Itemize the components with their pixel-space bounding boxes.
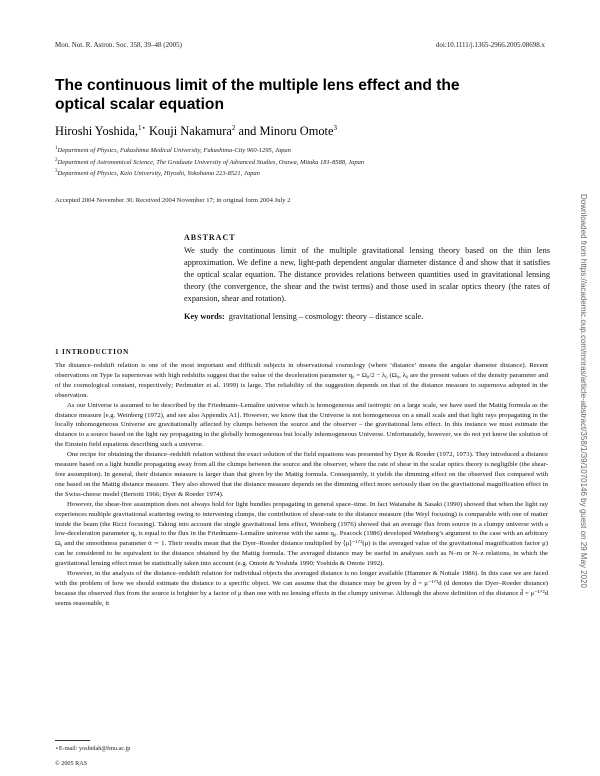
author-list [55, 124, 337, 139]
affiliation-text: Department of Astronomical Science, The Graduate University of Advanced Studies, Osawa, Mitaka 181-8588, Japan [57, 158, 365, 166]
affiliation-mark: 3 [55, 169, 58, 175]
abstract [184, 233, 550, 305]
publication-dates: Accepted 2004 November 30. Received 2004 November 17; in original form 2004 July 2 [55, 197, 291, 204]
affiliation-text: Department of Physics, Keio University, Hiyoshi, Yokohama 223-8521, Japan [57, 170, 260, 178]
download-watermark: Downloaded from https://academic.oup.com/mnras/article-abstract/358/1/39/1070146 by guest on 29 May 2020 [579, 194, 588, 589]
journal-citation: Mon. Not. R. Astron. Soc. 358, 39–48 (2005) [55, 41, 182, 49]
affiliation-mark: 2 [55, 157, 58, 163]
copyright: © 2005 RAS [55, 760, 88, 767]
author-name: Hiroshi Yoshida, [55, 124, 138, 139]
paragraph: One recipe for obtaining the distance–redshift relation without the exact solution of the field equations was presented by Dyer & Roeder (1972, 1973). They introduced a distance measure based on a light bundle propagating away from all the clumps between the source and the observer, where the rate of shear in the scalar optics theory is negligible (the shear-free assumption). In general, their distance measure is larger than that given by the Mattig formula. Consequently, it yields the dimming effect on the observed flux compared with one based on the Mattig distance measure. They also showed that the distance measure depends on the dimming effect more seriously than on the gravitational magnification effect in the Swiss-cheese model (Bertotti 1966; Dyer & Roeder 1974). [55, 451, 548, 498]
affiliations [55, 144, 555, 179]
paper-title: The continuous limit of the multiple lens effect and the optical scalar equation [55, 77, 460, 113]
paragraph: However, the shear-free assumption does not always hold for light bundles propagating in general space–time. In fact Watanabe & Sasaki (1990) showed that when the light ray experiences multiple gravitational scattering owing to intervening clumps, the contribution of shear-rate to the distance measure (the Weyl focusing) is comparable with one of matter inside the beam (the Ricci focusing). Taking into account the single gravitational lens effect, Weinberg (1976) showed that an average flux from source in a clumpy universe with a low-deceleration parameter q₀ is equal to the flux in the Friedmann–Lemaître universe with the same q₀. Peacock (1986) developed Weinberg’s argument to the case with an arbitrary Ω₀ and the smoothness parameter ᾱ ∼ 1. Their results mean that the Dyer–Roeder distance multiplied by ⟨μ⟩⁻¹ᐟ²(μ) is the averaged value of the gravitational magnification factor μ) can be considered to be equivalent to the distance obtained by the Mattig formula. The averaged distance may be useful in analyses such as N–m or N–z relations, in which the gravitational lensing effect must be statistically taken into account (e.g. Omote & Yoshida 1990; Yoshida & Omote 1992). [55, 500, 548, 568]
affiliation [55, 156, 555, 168]
section-body [55, 361, 548, 609]
affiliation-text: Department of Physics, Fukushima Medical University, Fukushima-City 960-1295, Japan [57, 147, 291, 155]
footnote-divider [55, 740, 90, 741]
affiliation [55, 167, 555, 179]
author-affiliation-mark: 3 [333, 124, 337, 132]
affiliation [55, 144, 555, 156]
author-name: Kouji Nakamura [145, 124, 232, 139]
keywords [184, 312, 550, 321]
abstract-text: We study the continuous limit of the multiple gravitational lensing theory based on the thin lens approximation. We define a new, light-path dependent angular diameter distance d̃ and show that it satisfies the optical scalar equation. The distance provides relations between quantities used in gravitational lensing theory (the convergence, the shear and the twist terms) and those used in scalar optics theory (the rates of expansion, shear and rotation). [184, 246, 550, 303]
paragraph: The distance–redshift relation is one of the most important and difficult subjects in observational cosmology (where ‘distance’ means the angular diameter distance). Recent observations on Type Ia supernovae with high redshifts suggest that the value of the deceleration parameter q₀ = Ω₀/2 − λ₀ (Ω₀, λ₀ are the present values of the density parameter and of the cosmological constant, respectively; Perlmutter et al. 1999) is large. The reliability of the suggestion depends on that of the distance measure to supernova adopted in the observation. [55, 362, 548, 399]
paragraph: As our Universe is assumed to be described by the Friedmann–Lemaître universe which is homogeneous and isotropic on a large scale, we have used the Mattig formula as the distance measure [e.g. Weinberg (1972), and see also Appendix A1]. However, we know that the Universe is not homogeneous on a small scale and that light rays propagating in the locally inhomogeneous Universe are gravitationally affected by clumps between the source and the observer – the gravitational lens effect. In this instance we must estimate the distance to a source based on the light ray propagating in the globally homogeneous but locally inhomogeneous Universe. Unfortunately, however, we do not yet know the solution of the Einstein field equations describing such a universe. [55, 401, 548, 449]
abstract-heading: ABSTRACT [184, 233, 236, 242]
affiliation-mark: 1 [55, 146, 58, 151]
keywords-label: Key words: [184, 312, 225, 321]
keywords-text: gravitational lensing – cosmology: theory – distance scale. [228, 312, 424, 321]
author-affiliation-mark: 2 [231, 124, 236, 132]
author-name: and Minoru Omote [235, 124, 334, 139]
author-affiliation-mark: 1⋆ [137, 124, 146, 132]
footnote-email: ⋆E-mail: yoshidah@fmu.ac.jp [55, 745, 131, 752]
paragraph: However, in the analysis of the distance–redshift relation for individual objects the averaged distance is no longer available (Hammer & Nottale 1986). In this case we are faced with the problem of how we should estimate the distance to a specific object. We can assume that the distance may be given by d̃ = μ⁻¹ᐟ²d (d denotes the Dyer–Roeder distance) because the observed flux from the source is brighter by a factor of μ than one with no lensing effects in the clumpy universe. Although the above definition of the distance d̃ = μ⁻¹ᐟ²d seems reasonable, it [55, 570, 548, 607]
doi[interactable]: doi:10.1111/j.1365-2966.2005.08698.x [435, 41, 545, 49]
section-heading: 1 INTRODUCTION [55, 348, 130, 356]
